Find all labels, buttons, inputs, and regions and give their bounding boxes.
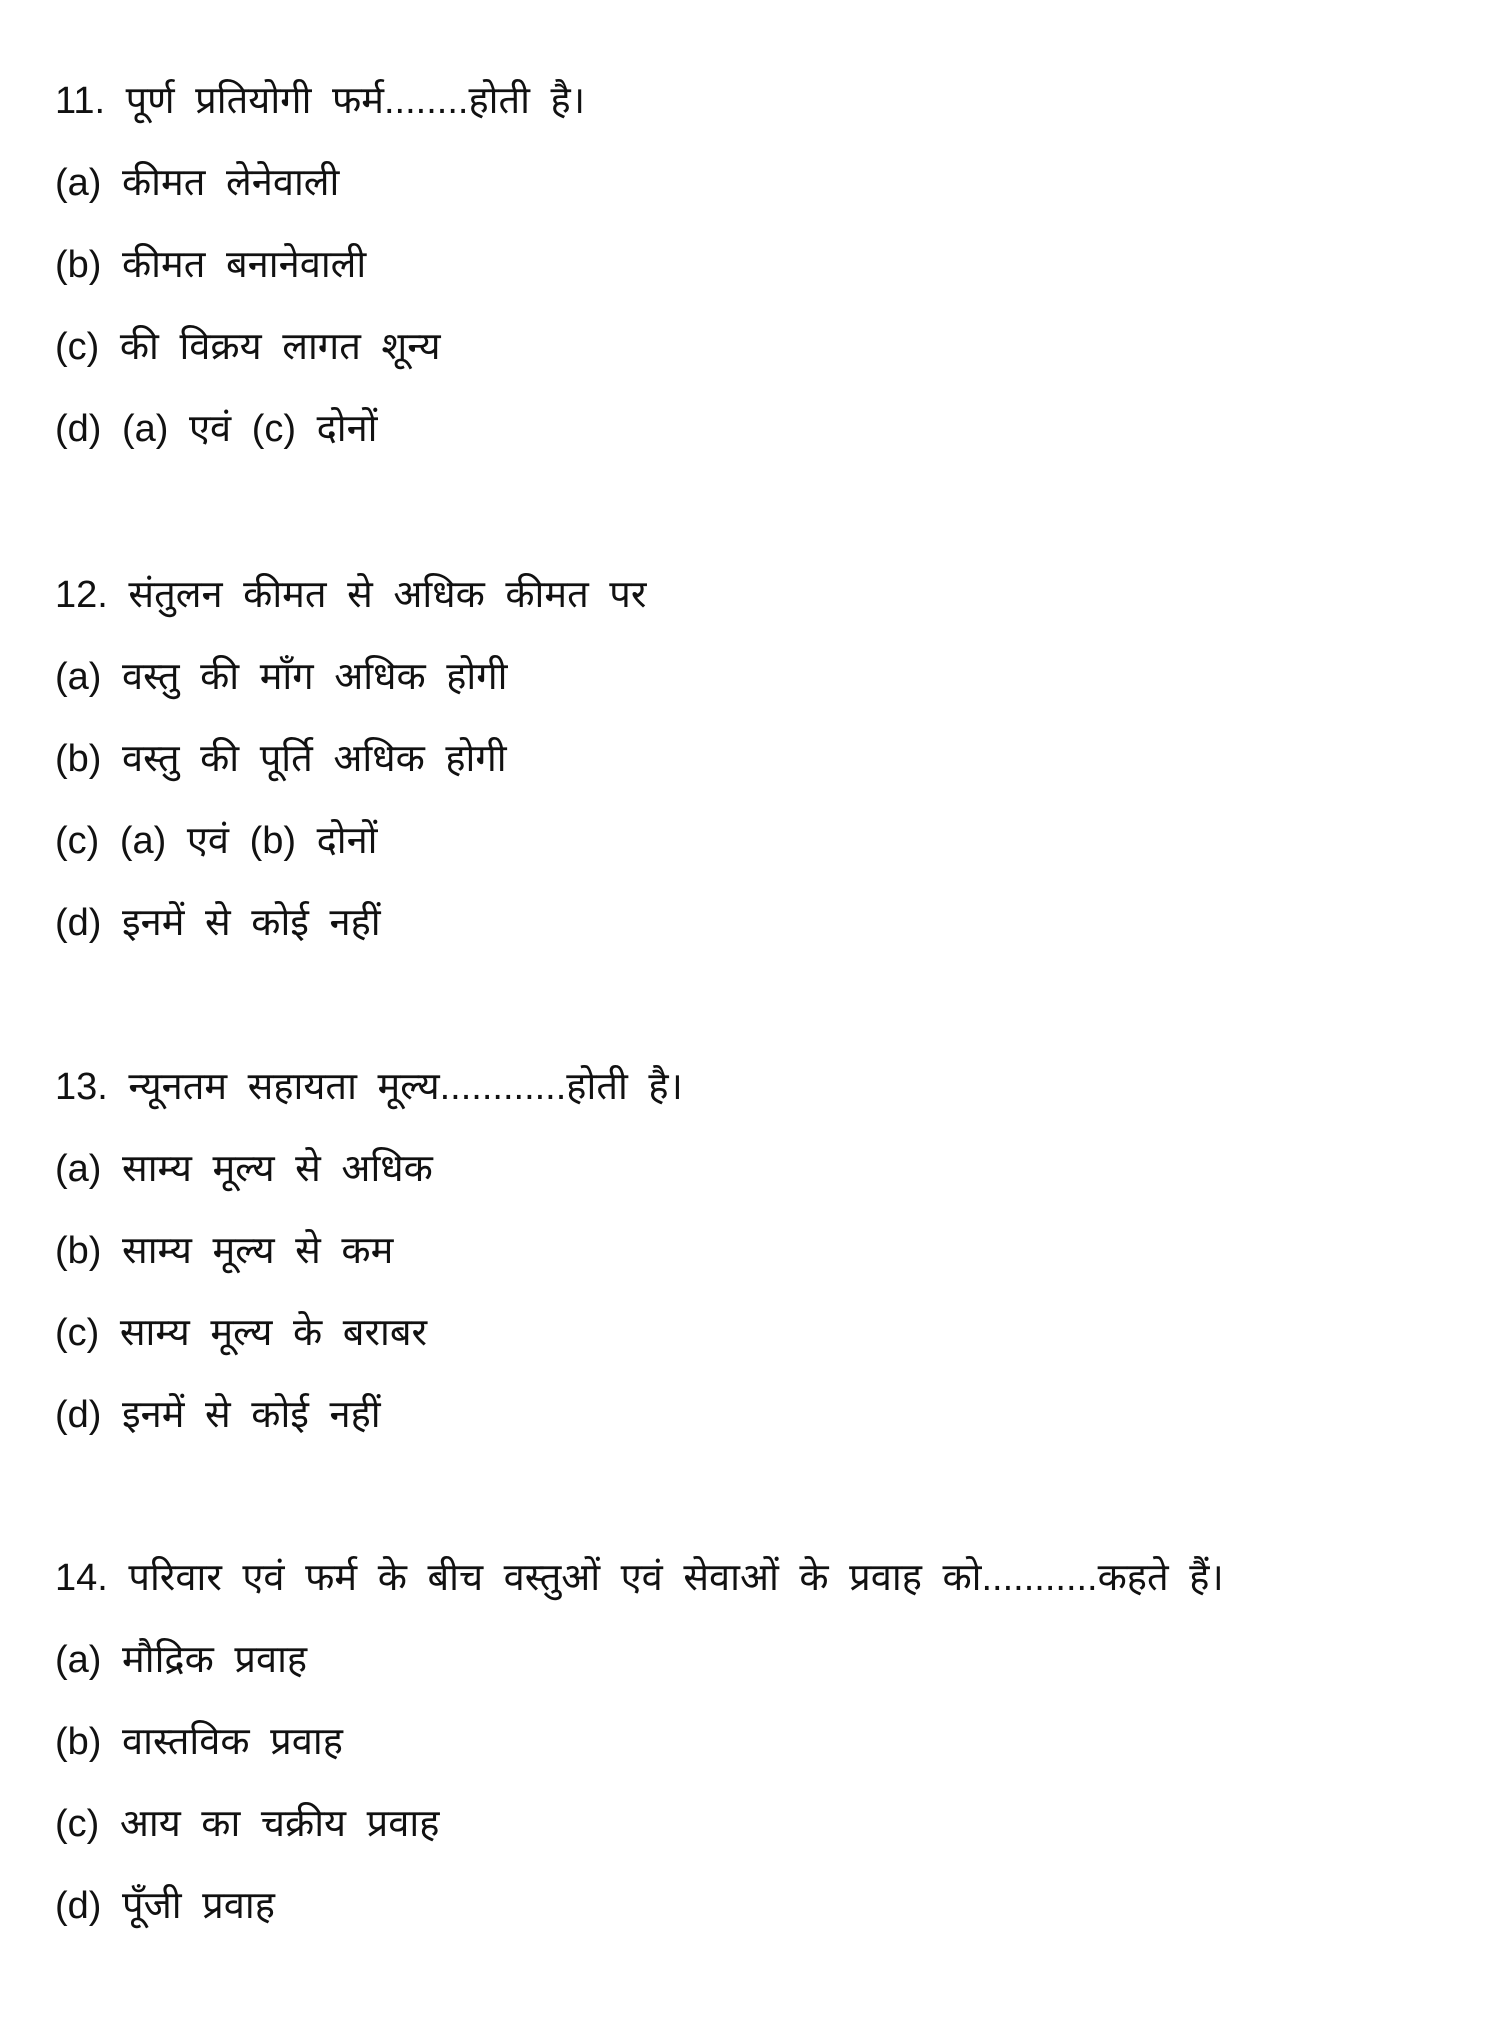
option-b: (b) साम्य मूल्य से कम [55, 1230, 394, 1272]
question-text: 13. न्यूनतम सहायता मूल्य............होती है। [55, 1066, 683, 1108]
option-b: (b) वास्तविक प्रवाह [55, 1721, 343, 1763]
option-d: (d) (a) एवं (c) दोनों [55, 408, 378, 450]
question-text: 11. पूर्ण प्रतियोगी फर्म........होती है। [55, 80, 586, 122]
option-d: (d) पूँजी प्रवाह [55, 1885, 275, 1927]
option-c: (c) आय का चक्रीय प्रवाह [55, 1803, 440, 1845]
option-b: (b) वस्तु की पूर्ति अधिक होगी [55, 738, 507, 780]
question-13 [55, 1046, 683, 1456]
option-c: (c) साम्य मूल्य के बराबर [55, 1312, 428, 1354]
question-12 [55, 554, 646, 964]
option-a: (a) मौद्रिक प्रवाह [55, 1639, 308, 1681]
question-text: 12. संतुलन कीमत से अधिक कीमत पर [55, 574, 647, 616]
option-d: (d) इनमें से कोई नहीं [55, 902, 381, 944]
option-c: (c) की विक्रय लागत शून्य [55, 326, 441, 368]
question-14 [55, 1537, 1224, 1947]
option-a: (a) साम्य मूल्य से अधिक [55, 1148, 433, 1190]
option-d: (d) इनमें से कोई नहीं [55, 1394, 381, 1436]
option-a: (a) कीमत लेनेवाली [55, 162, 340, 204]
question-11 [55, 60, 585, 470]
option-a: (a) वस्तु की माँग अधिक होगी [55, 656, 508, 698]
question-text: 14. परिवार एवं फर्म के बीच वस्तुओं एवं सेवाओं के प्रवाह को...........कहते हैं। [55, 1557, 1224, 1599]
option-c: (c) (a) एवं (b) दोनों [55, 820, 378, 862]
option-b: (b) कीमत बनानेवाली [55, 244, 367, 286]
